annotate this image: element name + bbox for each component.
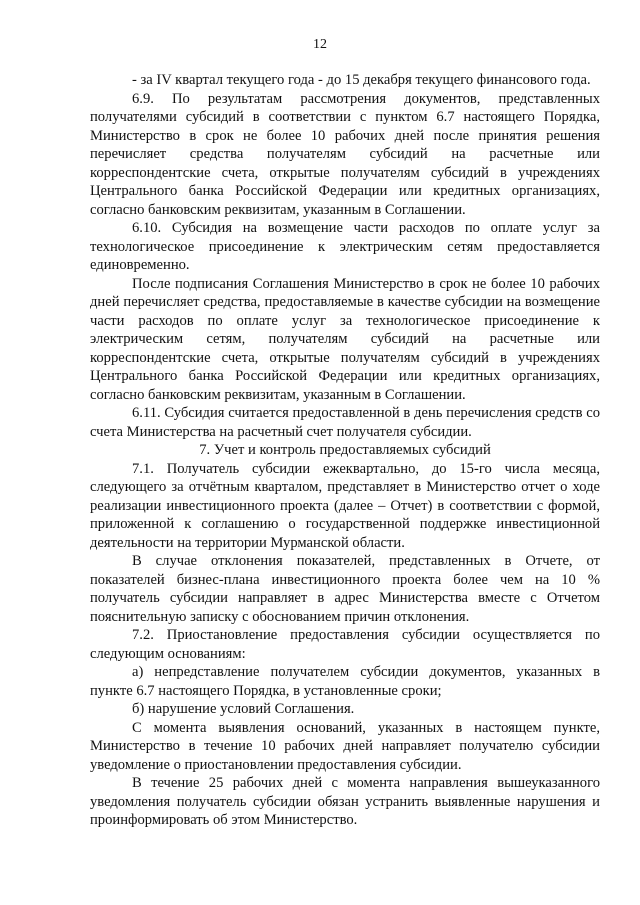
- list-item-a: а) непредставление получателем субсидии документов, указанных в пункте 6.7 настоящего Порядка, в установленные сроки;: [90, 664, 600, 699]
- paragraph-q4-deadline: - за IV квартал текущего года - до 15 декабря текущего финансового года.: [132, 72, 591, 88]
- paragraph-6-11: 6.11. Субсидия считается предоставленной в день перечисления средств со счета Министерства на расчетный счет получателя субсидии.: [90, 405, 600, 440]
- paragraph-deviation: В случае отклонения показателей, представленных в Отчете, от показателей бизнес-плана инвестиционного проекта более чем на 10 % получатель субсидии направляет в адрес Министерства вместе с Отчетом пояснительную записку с обоснованием причин отклонения.: [90, 553, 600, 625]
- paragraph-6-10: 6.10. Субсидия на возмещение части расходов по оплате услуг за технологическое присоединение к электрическим сетям предоставляется единовременно.: [90, 220, 600, 273]
- page-number: 12: [313, 37, 327, 52]
- section-heading-7: 7. Учет и контроль предоставляемых субсидий: [199, 442, 491, 458]
- list-item-b: б) нарушение условий Соглашения.: [132, 701, 355, 717]
- paragraph-6-9: 6.9. По результатам рассмотрения документов, представленных получателями субсидий в соответствии с пунктом 6.7 настоящего Порядка, Министерство в срок не более 10 рабочих дней после принятия решения перечисляет средства получателям субсидий на расчетные или корреспондентские счета, открытые получателям субсидий в учреждениях Центрального банка Российской Федерации или кредитных организациях, согласно банковским реквизитам, указанным в Соглашении.: [90, 90, 600, 218]
- paragraph-25-days: В течение 25 рабочих дней с момента направления вышеуказанного уведомления получатель субсидии обязан устранить выявленные нарушения и проинформировать об этом Министерство.: [90, 775, 600, 828]
- document-body: [90, 71, 600, 830]
- paragraph-7-1: 7.1. Получатель субсидии ежеквартально, до 15-го числа месяца, следующего за отчётным кварталом, представляет в Министерство отчет о ходе реализации инвестиционного проекта (далее – Отчет) в соответствии с формой, приложенной к соглашению о государственной поддержке инвестиционной деятельности на территории Мурманской области.: [90, 460, 600, 551]
- paragraph-detection: С момента выявления оснований, указанных в настоящем пункте, Министерство в течение 10 рабочих дней направляет получателю субсидии уведомление о приостановлении предоставления субсидии.: [90, 719, 600, 773]
- paragraph-after-agreement: После подписания Соглашения Министерство в срок не более 10 рабочих дней перечисляет средства, предоставляемые в качестве субсидии на возмещение части расходов по оплате услуг за технологическое присоединение к электрическим сетям, получателям субсидий на расчетные или корреспондентские счета, открытые получателям субсидий в учреждениях Центрального банка Российской Федерации или кредитных организациях, согласно банковским реквизитам, указанным в Соглашении.: [90, 275, 600, 403]
- paragraph-7-2: 7.2. Приостановление предоставления субсидии осуществляется по следующим основаниям:: [90, 627, 600, 662]
